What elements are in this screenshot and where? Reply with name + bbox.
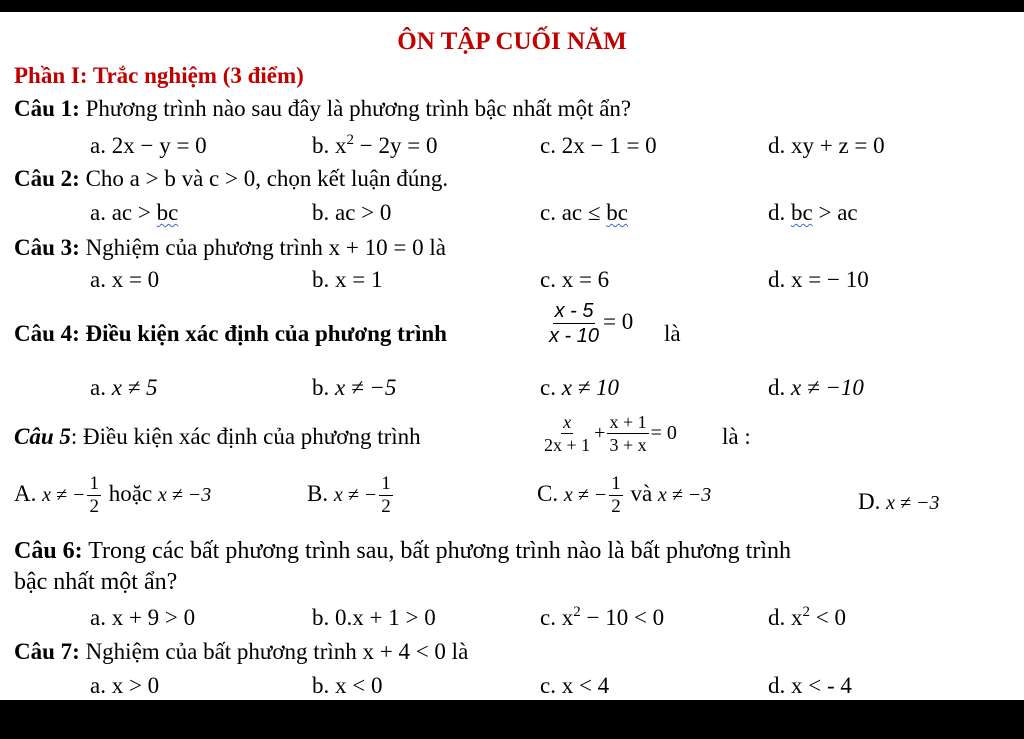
fraction-numerator: x + 1 — [609, 412, 647, 432]
question-6-continued: bậc nhất một ẩn? — [14, 569, 178, 595]
q2-option-a — [90, 199, 178, 227]
q6-option-a: a. x + 9 > 0 — [90, 605, 196, 630]
question-7 — [14, 638, 468, 666]
q3-option-c: c. x = 6 — [540, 267, 610, 292]
plus-sign: + — [594, 421, 606, 444]
option-text: 2x − y = 0 — [111, 133, 207, 158]
question-text: Nghiệm của bất phương trình x + 4 < 0 là — [79, 639, 469, 664]
q7-option-b: b. x < 0 — [312, 673, 383, 698]
option-text: d. x — [768, 605, 803, 630]
exponent: 2 — [573, 604, 581, 620]
q1-option-b — [312, 132, 437, 160]
q4-equation — [545, 299, 633, 348]
q4-option-b — [312, 374, 396, 402]
option-letter: C. — [537, 480, 564, 506]
question-text: là : — [722, 424, 751, 449]
fraction — [379, 473, 393, 518]
question-text: Nghiệm của phương trình x + 10 = 0 là — [79, 235, 446, 260]
option-text: x — [335, 133, 347, 158]
fraction — [609, 473, 623, 518]
q5-option-b — [307, 473, 395, 518]
fraction-denominator: 2 — [611, 496, 621, 517]
fraction — [547, 299, 601, 348]
fraction-denominator: 2 — [381, 496, 391, 517]
exponent: 2 — [802, 604, 810, 620]
document-page — [0, 12, 1024, 700]
option-letter: c. — [540, 375, 562, 400]
q5-option-a — [14, 473, 211, 518]
question-2 — [14, 165, 448, 193]
fraction-numerator: 1 — [381, 473, 391, 494]
question-4 — [14, 320, 447, 348]
fraction — [607, 411, 648, 456]
q6-option-b: b. 0.x + 1 > 0 — [312, 605, 436, 630]
fraction-denominator: x - 10 — [549, 325, 600, 347]
option-text: x ≠ −10 — [791, 375, 864, 400]
q1-option-d — [768, 132, 885, 160]
spellcheck-underlined-text: bc — [156, 200, 179, 225]
question-1 — [14, 95, 631, 123]
question-6 — [14, 537, 791, 565]
question-3 — [14, 234, 446, 262]
q4-option-c — [540, 374, 619, 402]
fraction-numerator: 1 — [89, 473, 99, 494]
equation-rhs: = 0 — [603, 308, 634, 334]
question-label: Câu 6: — [14, 538, 83, 564]
option-text: c. x — [540, 605, 574, 630]
fraction-numerator: x — [563, 412, 572, 432]
option-text: x ≠ −3 — [157, 483, 212, 506]
q6-option-c — [540, 604, 664, 632]
question-5 — [14, 423, 421, 451]
question-label: Câu 7: — [14, 639, 80, 664]
part-heading: Phần I: Trắc nghiệm (3 điểm) — [14, 63, 304, 88]
q2-option-d — [768, 199, 858, 227]
option-text: − 10 < 0 — [580, 605, 665, 630]
q7-option-d: d. x < - 4 — [768, 673, 852, 698]
fraction-numerator: x - 5 — [554, 300, 594, 322]
question-text: : Điều kiện xác định của phương trình — [70, 424, 421, 449]
exponent: 2 — [346, 132, 354, 148]
option-letter: d. — [768, 375, 791, 400]
option-letter: c. — [540, 133, 562, 158]
question-label: Câu 2: — [14, 166, 80, 191]
fraction-denominator: 2x + 1 — [544, 435, 591, 455]
option-text: x ≠ − — [333, 483, 378, 506]
q3-option-b: b. x = 1 — [312, 267, 383, 292]
option-letter: A. — [14, 480, 43, 506]
question-text: Cho a > b và c > 0, chọn kết luận đúng. — [79, 166, 449, 191]
option-text: x ≠ − — [563, 483, 608, 506]
option-letter: d. — [768, 133, 791, 158]
spellcheck-underlined-text: bc — [606, 200, 628, 225]
option-text: xy + z = 0 — [791, 133, 885, 158]
option-text: x ≠ − — [42, 483, 86, 506]
q5-option-d — [858, 488, 939, 516]
q4-option-a — [90, 374, 158, 402]
question-text: Trong các bất phương trình sau, bất phương trình nào là bất phương trình — [82, 538, 792, 564]
q5-equation — [540, 411, 677, 456]
option-text: x ≠ 5 — [111, 375, 158, 400]
question-label: Câu 3: — [14, 235, 80, 260]
question-label: Câu 5 — [14, 424, 71, 449]
option-letter: b. — [312, 375, 335, 400]
option-text: c. ac ≤ — [540, 200, 607, 225]
q3-option-a: a. x = 0 — [90, 267, 160, 292]
q6-option-d — [768, 604, 846, 632]
q5-option-c — [537, 473, 711, 518]
q1-option-a — [90, 132, 207, 160]
equation-rhs: = 0 — [650, 421, 677, 444]
option-text: và — [624, 480, 658, 506]
option-text: < 0 — [810, 605, 846, 630]
option-letter: D. — [858, 489, 887, 514]
page-title: ÔN TẬP CUỐI NĂM — [397, 28, 627, 55]
option-letter: B. — [307, 480, 334, 506]
fraction-numerator: 1 — [611, 473, 621, 494]
option-text: − 2y = 0 — [354, 133, 438, 158]
option-text: x ≠ 10 — [561, 375, 620, 400]
question-text: là — [664, 321, 681, 346]
option-text: hoặc — [102, 480, 158, 506]
option-text: x ≠ −3 — [886, 492, 940, 514]
option-text: 2x − 1 = 0 — [561, 133, 657, 158]
fraction-denominator: 3 + x — [609, 435, 647, 455]
q3-option-d: d. x = − 10 — [768, 267, 869, 292]
q2-option-c — [540, 199, 628, 227]
option-letter: d. — [768, 200, 791, 225]
bottom-black-bar — [0, 700, 1024, 739]
fraction-denominator: 2 — [89, 496, 99, 517]
fraction — [87, 473, 101, 518]
option-letter: a. — [90, 133, 112, 158]
q4-option-d — [768, 374, 864, 402]
question-text: Phương trình nào sau đây là phương trình bậc nhất một ẩn? — [79, 96, 632, 121]
q1-option-c — [540, 132, 657, 160]
option-text: > ac — [812, 200, 858, 225]
spellcheck-underlined-text: bc — [791, 200, 813, 225]
question-label: Câu 4: Điều kiện xác định của phương trình — [14, 321, 447, 346]
q7-option-c: c. x < 4 — [540, 673, 610, 698]
q7-option-a: a. x > 0 — [90, 673, 160, 698]
option-text: a. ac > — [90, 200, 157, 225]
question-label: Câu 1: — [14, 96, 80, 121]
option-text: x ≠ −5 — [335, 375, 397, 400]
fraction — [542, 411, 592, 456]
option-text: x ≠ −3 — [657, 483, 712, 506]
q2-option-b: b. ac > 0 — [312, 200, 392, 225]
option-letter: b. — [312, 133, 335, 158]
option-letter: a. — [90, 375, 112, 400]
